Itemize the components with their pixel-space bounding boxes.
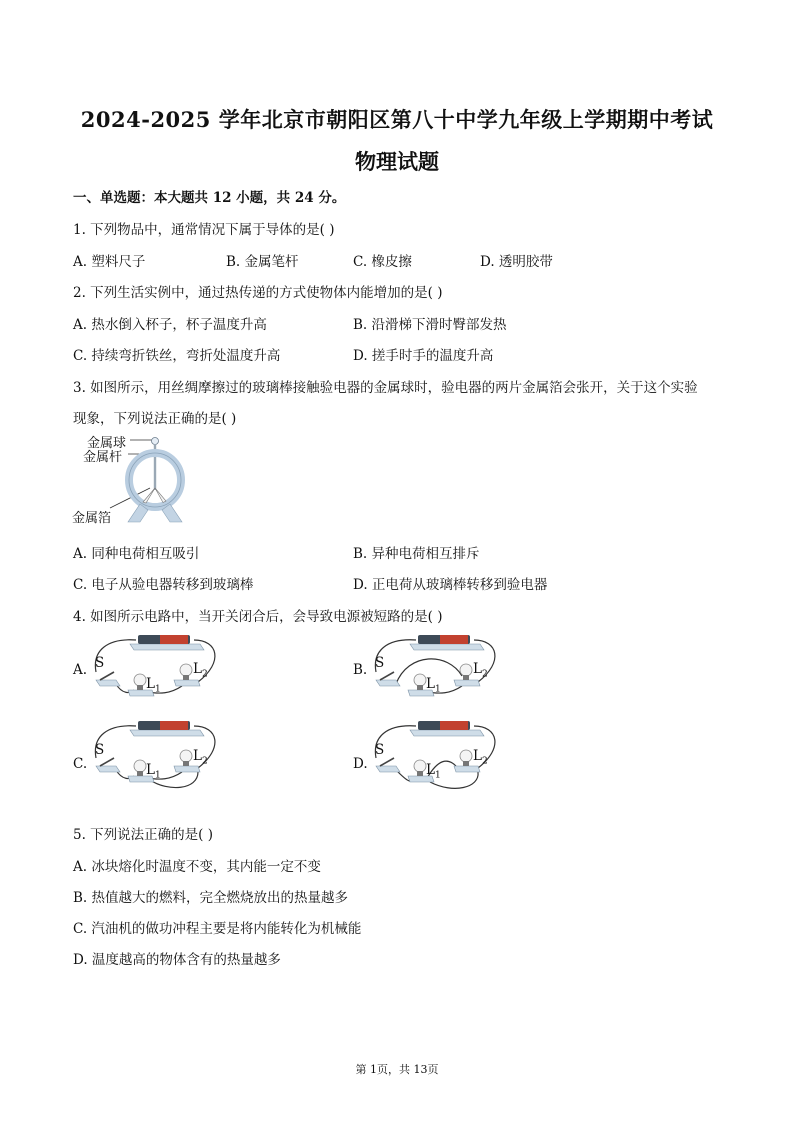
circuit-a-switch-label: S [95,655,105,671]
circuit-a-letter: A. [73,662,88,678]
q1-option-c: C. 橡皮擦 [353,254,412,270]
question-4-stem: 4. 如图所示电路中，当开关闭合后，会导致电源被短路的是( ) [73,609,443,625]
question-3-stem-line2: 现象，下列说法正确的是( ) [73,411,237,427]
question-1-stem: 1. 下列物品中，通常情况下属于导体的是( ) [73,222,335,238]
q3-option-a: A. 同种电荷相互吸引 [73,546,200,562]
circuit-a-l1-label: $L_1$ [146,676,161,695]
exam-subtitle: 物理试题 [355,149,439,174]
q1-option-a: A. 塑料尺子 [73,254,146,270]
section-heading: 一、单选题：本大题共 12 小题，共 24 分。 [73,190,346,206]
label-metal-foil: 金属箔 [72,511,112,526]
circuit-b-l1-label: $L_1$ [426,676,441,695]
circuit-b-letter: B. [353,662,368,678]
question-2-stem: 2. 下列生活实例中，通过热传递的方式使物体内能增加的是( ) [73,285,443,301]
circuit-c-l1-label: $L_1$ [146,762,161,781]
q2-option-b: B. 沿滑梯下滑时臀部发热 [353,317,507,333]
circuit-c-switch-label: S [95,742,105,758]
q2-option-d: D. 搓手时手的温度升高 [353,348,494,364]
circuit-d-l1-label: $L_1$ [426,762,441,781]
circuit-a-l2-label: $L_2$ [193,661,208,680]
q2-option-c: C. 持续弯折铁丝，弯折处温度升高 [73,348,281,364]
label-metal-rod: 金属杆 [83,450,123,465]
circuit-d-letter: D. [353,756,368,772]
q3-option-b: B. 异种电荷相互排斥 [353,546,480,562]
circuit-c-l2-label: $L_2$ [193,748,208,767]
circuit-b-l2-label: $L_2$ [473,661,488,680]
q3-option-d: D. 正电荷从玻璃棒转移到验电器 [353,577,548,593]
circuit-c-letter: C. [73,756,88,772]
q1-option-b: B. 金属笔杆 [226,254,299,270]
q1-option-d: D. 透明胶带 [480,254,553,270]
page-number: 第 1页，共 13页 [355,1063,439,1076]
q5-option-c: C. 汽油机的做功冲程主要是将内能转化为机械能 [73,921,362,937]
q5-option-d: D. 温度越高的物体含有的热量越多 [73,952,281,968]
circuit-d-l2-label: $L_2$ [473,748,488,767]
question-3-stem-line1: 3. 如图所示，用丝绸摩擦过的玻璃棒接触验电器的金属球时，验电器的两片金属箔会张开，关于这个实验 [73,380,698,396]
circuit-b-switch-label: S [375,655,385,671]
label-metal-ball: 金属球 [87,436,127,451]
q5-option-a: A. 冰块熔化时温度不变，其内能一定不变 [73,859,321,875]
q3-option-c: C. 电子从验电器转移到玻璃棒 [73,577,254,593]
q5-option-b: B. 热值越大的燃料，完全燃烧放出的热量越多 [73,890,349,906]
circuit-d-switch-label: S [375,742,385,758]
q2-option-a: A. 热水倒入杯子，杯子温度升高 [73,317,267,333]
question-5-stem: 5. 下列说法正确的是( ) [73,827,213,843]
exam-title: 2024-2025 学年北京市朝阳区第八十中学九年级上学期期中考试 [80,107,714,132]
